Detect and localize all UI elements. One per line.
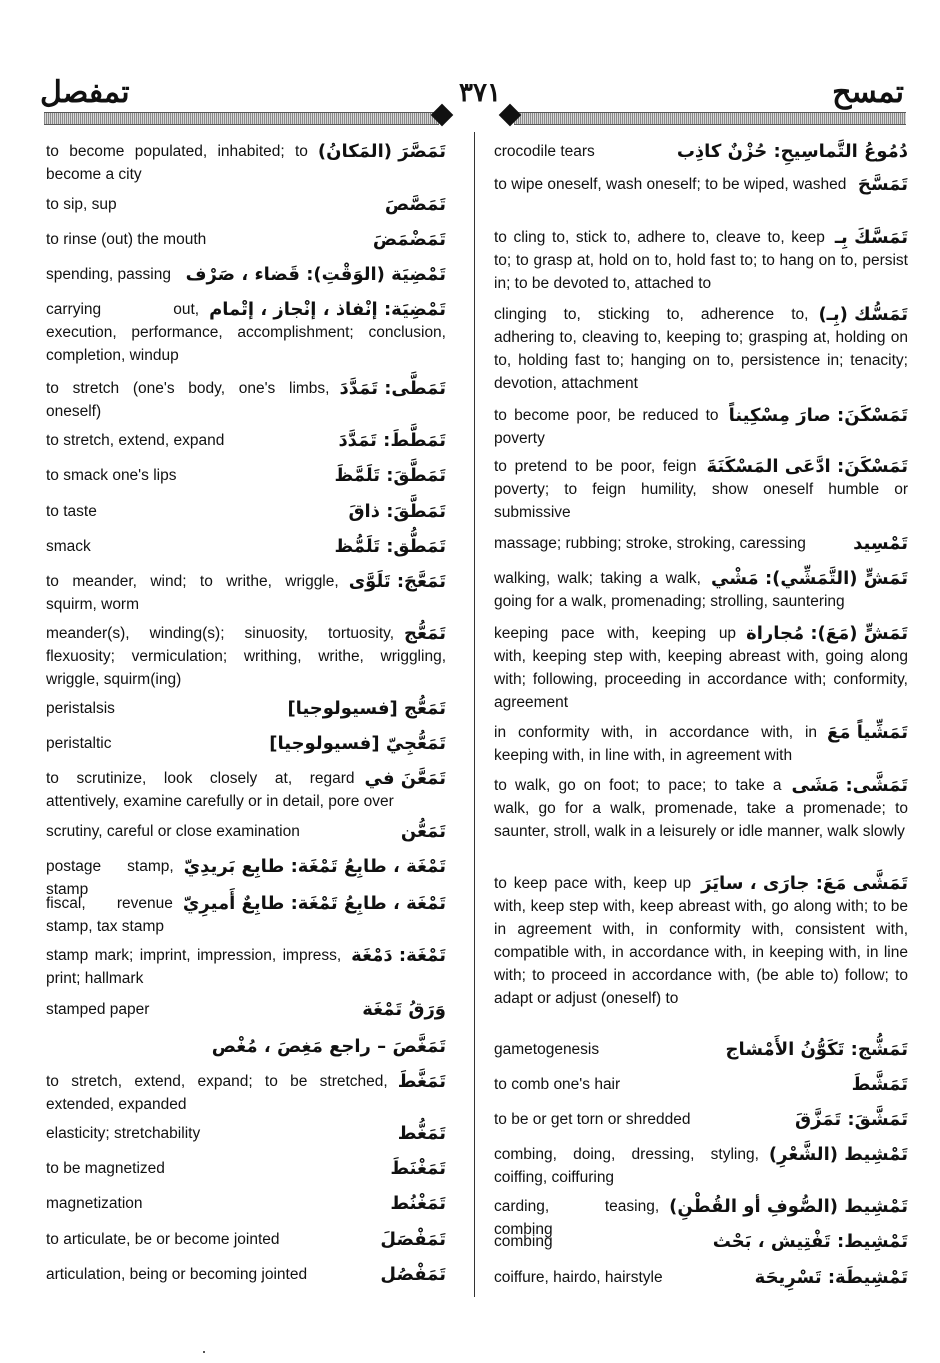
- arabic-headword: تَمَسُّك (بِـ): [818, 304, 908, 325]
- dictionary-entry: [494, 173, 908, 196]
- english-definition: carrying out, execution, performance, accomplishment; conclusion, completion, windup: [46, 301, 446, 364]
- dictionary-entry: [46, 377, 446, 423]
- dictionary-entry: [46, 1070, 446, 1116]
- arabic-headword: تَمَعُّجِيّ [فسيولوجيا]: [269, 733, 446, 754]
- arabic-headword: تَمَشَّقَ: تَمَزَّقَ: [795, 1109, 908, 1130]
- page-number: ٣٧١: [459, 78, 501, 107]
- dictionary-entry: [494, 1230, 908, 1253]
- english-definition: to pretend to be poor, feign poverty; to feign humility, show oneself humble or submissive: [494, 458, 908, 521]
- arabic-headword: تَمَطُّق: تَلَمُّظ: [334, 536, 446, 557]
- dictionary-entry: [494, 455, 908, 524]
- dictionary-entry: [46, 228, 446, 251]
- dictionary-entry: [494, 1038, 908, 1061]
- english-definition: clinging to, sticking to, adherence to, adhering to, cleaving to, keeping to; grasping at, holding on to, holding fast to; hanging on to, persistence in; tenacity; devotion, attachment: [494, 306, 908, 392]
- english-definition: fiscal, revenue stamp, tax stamp: [46, 895, 173, 935]
- dictionary-entry: [494, 872, 908, 1010]
- arabic-headword: تَمْشِيط (الصُّوفِ أو القُطْنِ): [669, 1196, 908, 1217]
- arabic-headword: تَمَسْكَنَ: ادَّعَى المَسْكَنَةَ: [706, 456, 908, 477]
- dictionary-entry: [46, 263, 446, 286]
- dictionary-entry: [46, 464, 446, 487]
- arabic-headword: تَمْغَة ، طابِعُ تَمْغَة: طابِع بَريدِيّ: [183, 856, 446, 877]
- english-definition: gametogenesis: [494, 1041, 600, 1058]
- english-definition: smack: [46, 538, 91, 555]
- arabic-headword: تَمَطَّقَ: تَلَمَّظَ: [334, 465, 446, 486]
- arabic-headword: تَمَطَّى: تَمَدَّدَ: [339, 378, 446, 399]
- dictionary-entry: [46, 1228, 446, 1251]
- dictionary-entry: [494, 303, 908, 395]
- arabic-headword: تَمَفْصَلَ: [380, 1229, 446, 1250]
- english-definition: combing, doing, dressing, styling, coiffing, coiffuring: [494, 1146, 759, 1186]
- english-definition: magnetization: [46, 1195, 143, 1212]
- english-definition: combing: [494, 1233, 553, 1250]
- right-column: [494, 0, 908, 1363]
- arabic-headword: تَمَشَّطَ: [851, 1074, 908, 1095]
- english-definition: walking, walk; taking a walk, going for a walk, promenading; strolling, sauntering: [494, 570, 845, 610]
- english-definition: crocodile tears: [494, 143, 595, 160]
- arabic-headword: تَمَطَّطَ: تَمَدَّدَ: [338, 430, 446, 451]
- dictionary-entry: [494, 1143, 908, 1189]
- arabic-headword: تَمْشِيط: تَفْتِيش ، بَحْث: [712, 1231, 908, 1252]
- dictionary-entry: [46, 767, 446, 813]
- dictionary-entry: [46, 1122, 446, 1145]
- english-definition: in conformity with, in accordance with, in keeping with, in line with, in agreement with: [494, 724, 818, 764]
- english-definition: to stretch, extend, expand; to be stretched, extended, expanded: [46, 1073, 388, 1113]
- english-definition: articulation, being or becoming jointed: [46, 1266, 308, 1283]
- dictionary-entry: [46, 298, 446, 367]
- arabic-headword: تَمَصَّصَ: [384, 194, 446, 215]
- english-definition: to rinse (out) the mouth: [46, 231, 207, 248]
- english-definition: to walk, go on foot; to pace; to take a walk, go for a walk, promenade, take a promenade; to saunter, stroll, walk in a leisurely or idle manner, walk slowly: [494, 777, 908, 840]
- english-definition: to articulate, be or become jointed: [46, 1231, 280, 1248]
- dictionary-entry: [46, 570, 446, 616]
- arabic-headword: تَمْضِيَة: إنْفاذ ، إنْجاز ، إتْمام: [209, 299, 446, 320]
- arabic-headword: تَمَضْمَضَ: [372, 229, 446, 250]
- dictionary-entry: [494, 140, 908, 163]
- english-definition: stamped paper: [46, 1001, 150, 1018]
- english-definition: elasticity; stretchability: [46, 1125, 201, 1142]
- english-definition: to become populated, inhabited; to become a city: [46, 143, 308, 183]
- dictionary-entry: [46, 697, 446, 720]
- arabic-headword: دُمُوعُ التَّماسِيحِ: حُزْنٌ كاذِب: [676, 141, 908, 162]
- dictionary-entry: [46, 1157, 446, 1180]
- english-definition: to keep pace with, keep up with, keep step with, keep abreast with, go along with; to be in agreement with, in conformity with, consistent with, compatible with, in accordance with, in keeping with, in line with; to proceed in accordance with, (be able to) follow; to adapt or adjust (oneself) to: [494, 875, 908, 1007]
- english-definition: to meander, wind; to writhe, wriggle, squirm, worm: [46, 573, 339, 613]
- dictionary-entry: [46, 732, 446, 755]
- arabic-headword: تَمَسَّكَ بِـ: [834, 227, 908, 248]
- english-definition: spending, passing: [46, 266, 171, 283]
- arabic-headword: تَمَغَّصَ – راجع مَغِصَ ، مُغْص: [211, 1036, 446, 1057]
- arabic-headword: تَمَغْنُط: [390, 1193, 446, 1214]
- print-speck: [203, 1351, 205, 1353]
- arabic-headword: تَمَعُّن: [400, 821, 446, 842]
- english-definition: massage; rubbing; stroke, stroking, caressing: [494, 535, 806, 552]
- english-definition: to be magnetized: [46, 1160, 165, 1177]
- arabic-headword: تَمَغَّطَ: [397, 1071, 446, 1092]
- arabic-headword: وَرَقُ تَمْغَة: [362, 999, 446, 1020]
- english-definition: peristalsis: [46, 700, 115, 717]
- arabic-headword: تَمَفْصُل: [380, 1264, 446, 1285]
- english-definition: to stretch, extend, expand: [46, 432, 225, 449]
- dictionary-entry: [494, 1073, 908, 1096]
- arabic-headword: تَمْشِيطَة: تَسْرِيحَة: [754, 1267, 908, 1288]
- dictionary-entry: [494, 404, 908, 450]
- dictionary-entry: [46, 500, 446, 523]
- dictionary-entry: [494, 774, 908, 843]
- dictionary-entry: [46, 193, 446, 216]
- guide-word-right: تمسح: [832, 76, 904, 109]
- left-column: [46, 0, 446, 1363]
- dictionary-entry: [494, 567, 908, 613]
- arabic-headword: تَمَعَّجَ: تَلَوَّى: [348, 571, 446, 592]
- dictionary-entry: [46, 892, 446, 938]
- column-divider: [474, 132, 475, 1297]
- english-definition: keeping pace with, keeping up with, keeping step with, keeping abreast with, going along with; following, proceeding in accordance with; conformity, agreement: [494, 625, 908, 711]
- english-definition: to scrutinize, look closely at, regard attentively, examine carefully or in detail, pore over: [46, 770, 394, 810]
- dictionary-entry: [46, 429, 446, 452]
- dictionary-entry: [494, 226, 908, 295]
- arabic-headword: تَمَشَّى مَعَ: جارَى ، سايَرَ: [701, 873, 908, 894]
- english-definition: to cling to, stick to, adhere to, cleave to, keep to; to grasp at, hold on to, hold fast to; to hang on to, persist in; to be devoted to, attached to: [494, 229, 908, 292]
- dictionary-entry: [46, 140, 446, 186]
- dictionary-entry: [46, 998, 446, 1021]
- dictionary-entry: [46, 535, 446, 558]
- english-definition: to become poor, be reduced to poverty: [494, 407, 719, 447]
- english-definition: to comb one's hair: [494, 1076, 621, 1093]
- arabic-headword: تَمَشٍّ (مَعَ): مُجاراة: [746, 623, 908, 644]
- arabic-headword: تَمَسَّحَ: [857, 174, 908, 195]
- arabic-headword: تَمَغُّط: [397, 1123, 446, 1144]
- dictionary-entry: [494, 622, 908, 714]
- english-definition: to sip, sup: [46, 196, 117, 213]
- arabic-headword: تَمَشٍّ (التَّمَشِّي): مَشْي: [711, 568, 908, 589]
- dictionary-entry: [46, 1035, 446, 1058]
- dictionary-entry: [494, 532, 908, 555]
- arabic-headword: تَمَعُّج: [404, 623, 446, 644]
- arabic-headword: تَمَطَّقَ: ذاقَ: [348, 501, 446, 522]
- arabic-headword: تَمْغَة ، طابِعُ تَمْغَة: طابِعٌ أَميرِيّ: [182, 893, 446, 914]
- english-definition: to stretch (one's body, one's limbs, oneself): [46, 380, 330, 420]
- dictionary-entry: [494, 721, 908, 767]
- english-definition: postage stamp, stamp: [46, 858, 174, 898]
- arabic-headword: تَمَشُّج: تَكَوُّنُ الأَمْشاج: [725, 1039, 908, 1060]
- arabic-headword: تَمَغْنَطَ: [390, 1158, 446, 1179]
- dictionary-entry: [46, 820, 446, 843]
- english-definition: to taste: [46, 503, 97, 520]
- arabic-headword: تَمَعَّنَ في: [364, 768, 446, 789]
- english-definition: carding, teasing, combing: [494, 1198, 660, 1238]
- dictionary-entry: [494, 1266, 908, 1289]
- guide-word-left: تمفصل: [40, 76, 130, 109]
- english-definition: meander(s), winding(s); sinuosity, tortuosity, flexuosity; vermiculation; writhing, writhe, wriggling, wriggle, squirm(ing): [46, 625, 446, 688]
- dictionary-entry: [46, 944, 446, 990]
- arabic-headword: تَمَعُّج [فسيولوجيا]: [287, 698, 446, 719]
- english-definition: peristaltic: [46, 735, 112, 752]
- dictionary-entry: [46, 622, 446, 691]
- english-definition: coiffure, hairdo, hairstyle: [494, 1269, 663, 1286]
- arabic-headword: تَمَصَّرَ (المَكانُ): [317, 141, 446, 162]
- arabic-headword: تَمْضِيَة (الوَقْتِ): قَضاء ، صَرْف: [185, 264, 446, 285]
- english-definition: stamp mark; imprint, impression, impress, print; hallmark: [46, 947, 342, 987]
- arabic-headword: تَمْسِيد: [853, 533, 908, 554]
- arabic-headword: تَمْغَة: دَمْغَة: [351, 945, 446, 966]
- english-definition: to wipe oneself, wash oneself; to be wiped, washed: [494, 176, 847, 193]
- english-definition: scrutiny, careful or close examination: [46, 823, 300, 840]
- dictionary-entry: [494, 1108, 908, 1131]
- arabic-headword: تَمَشِّياً مَعَ: [827, 722, 908, 743]
- dictionary-entry: [46, 1263, 446, 1286]
- english-definition: to be or get torn or shredded: [494, 1111, 691, 1128]
- dictionary-entry: [46, 1192, 446, 1215]
- arabic-headword: تَمْشِيط (الشَّعْرِ): [768, 1144, 908, 1165]
- english-definition: to smack one's lips: [46, 467, 177, 484]
- arabic-headword: تَمَسْكَنَ: صارَ مِسْكِيناً: [728, 405, 908, 426]
- arabic-headword: تَمَشَّى: مَشَى: [791, 775, 908, 796]
